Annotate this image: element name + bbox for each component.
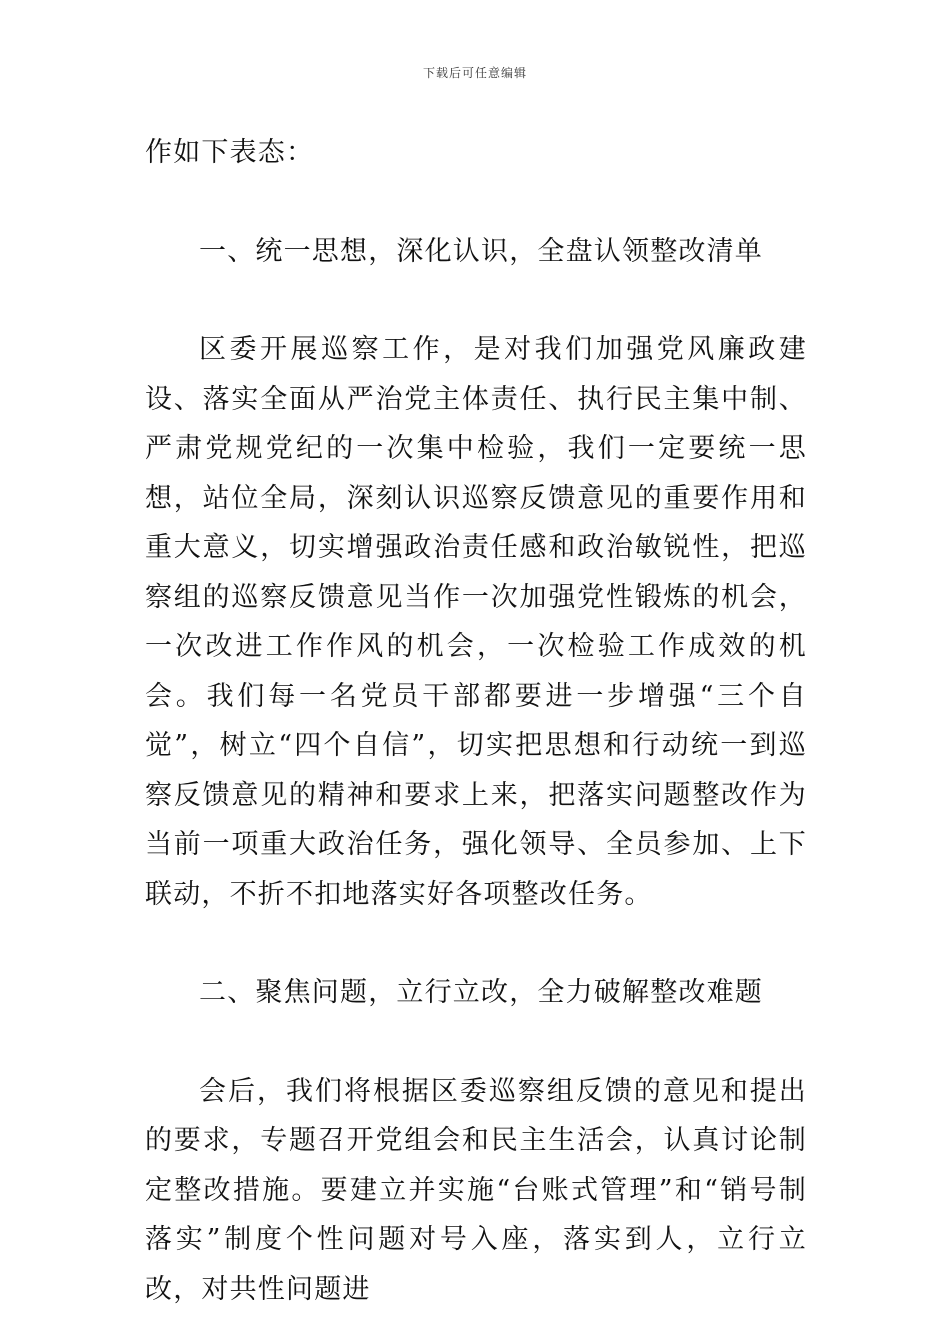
section-2-paragraph: 会后，我们将根据区委巡察组反馈的意见和提出的要求，专题召开党组会和民主生活会，认真讨论制定整改措施。要建立并实施“台账式管理”和“销号制落实”制度个性问题对号入座，落实到人，立行立改，对共性问题进 <box>145 1075 807 1305</box>
section-1-paragraph: 区委开展巡察工作，是对我们加强党风廉政建设、落实全面从严治党主体责任、执行民主集中制、严肃党规党纪的一次集中检验，我们一定要统一思想，站位全局，深刻认识巡察反馈意见的重要作用和重大意义，切实增强政治责任感和政治敏锐性，把巡察组的巡察反馈意见当作一次加强党性锻炼的机会，一次改进工作作风的机会，一次检验工作成效的机会。我们每一名党员干部都要进一步增强“三个自觉”，树立“四个自信”，切实把思想和行动统一到巡察反馈意见的精神和要求上来，把落实问题整改作为当前一项重大政治任务，强化领导、全员参加、上下联动，不折不扣地落实好各项整改任务。 <box>145 334 807 910</box>
header-note: 下载后可任意编辑 <box>422 66 527 80</box>
opening-line: 作如下表态： <box>145 137 315 168</box>
section-1-heading: 一、统一思想，深化认识，全盘认领整改清单 <box>199 235 763 267</box>
document-body <box>145 128 807 1314</box>
section-2-heading: 二、聚焦问题，立行立改，全力破解整改难题 <box>199 977 763 1008</box>
